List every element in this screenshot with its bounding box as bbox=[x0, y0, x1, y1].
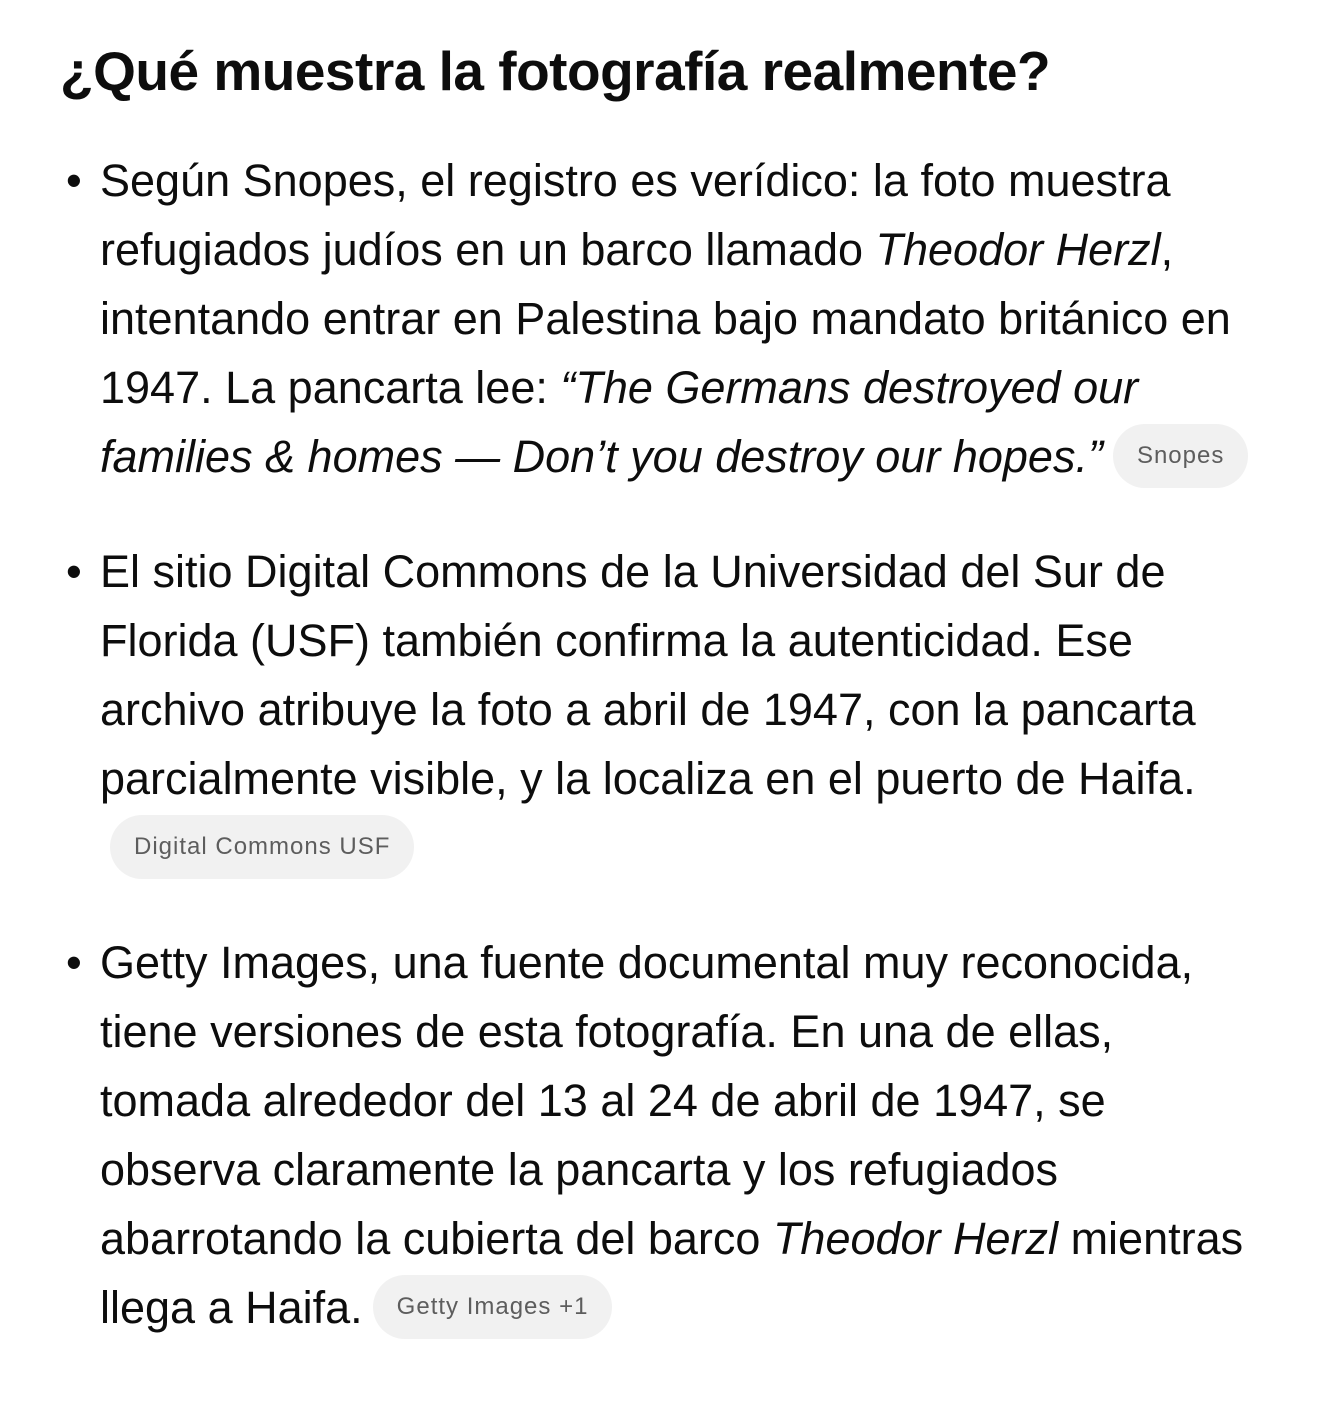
source-chip-snopes[interactable]: Snopes bbox=[1113, 424, 1248, 488]
bullet-text: Según Snopes, el registro es verídico: la foto muestra refugiados judíos en un barco llamado bbox=[100, 155, 1171, 275]
section-heading: ¿Qué muestra la fotografía realmente? bbox=[60, 40, 1051, 102]
bullet-text: Getty Images, una fuente documental muy reconocida, tiene versiones de esta fotografía. En una de ellas, tomada alrededor del 13 al 24 de abril de 1947, se observa claramente la pancarta y los refugiados abarrotando la cubierta del barco bbox=[100, 937, 1194, 1265]
bullet-item-getty bbox=[60, 928, 1265, 1343]
ship-name-italic: Theodor Herzl bbox=[772, 1213, 1059, 1265]
source-chip-digital-commons-usf[interactable]: Digital Commons USF bbox=[110, 815, 414, 879]
bullet-list bbox=[60, 146, 1320, 1343]
banner-quote-italic: “The Germans destroyed our families & homes — Don’t you destroy our hopes.” bbox=[100, 362, 1139, 482]
bullet-text: mientras llega a Haifa. bbox=[100, 1213, 1244, 1334]
bullet-dot: • bbox=[66, 155, 82, 206]
source-chip-getty-images[interactable]: Getty Images +1 bbox=[373, 1275, 613, 1339]
bullet-text: El sitio Digital Commons de la Universidad del Sur de Florida (USF) también confirma la autenticidad. Ese archivo atribuye la foto a abril de 1947, con la pancarta parcialmente visible, y la localiza en el puerto de Haifa. bbox=[100, 546, 1196, 805]
bullet-dot: • bbox=[66, 546, 82, 598]
ship-name-italic: Theodor Herzl bbox=[875, 224, 1161, 275]
bullet-item-usf bbox=[60, 537, 1265, 883]
bullet-item-snopes bbox=[60, 146, 1265, 492]
bullet-dot: • bbox=[66, 937, 82, 989]
bullet-text: , intentando entrar en Palestina bajo mandato británico en 1947. La pancarta lee: bbox=[100, 224, 1231, 413]
